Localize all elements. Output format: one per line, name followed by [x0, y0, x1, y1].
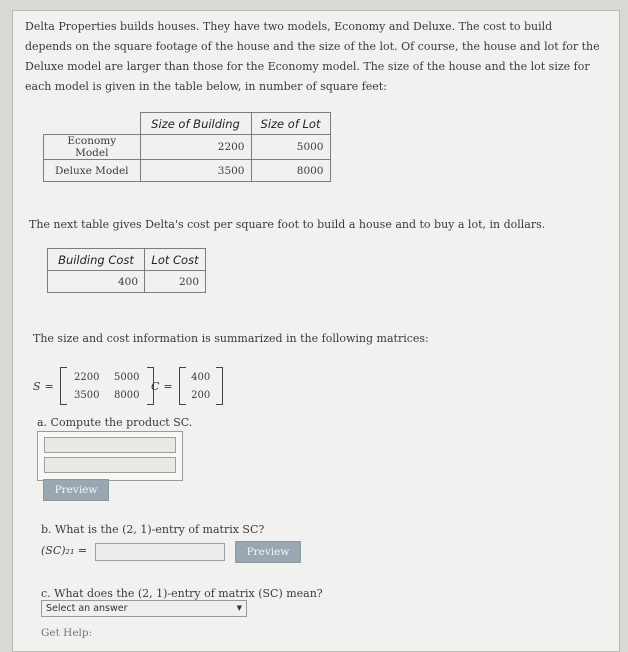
- building-cost-cell: 400: [48, 271, 145, 293]
- answer-cell-2-input[interactable]: [44, 457, 176, 473]
- question-b: b. What is the (2, 1)-entry of matrix SC?: [41, 523, 265, 536]
- equals-sign: =: [163, 379, 173, 393]
- table-row: [44, 135, 331, 160]
- column-header: Size of Building: [140, 113, 251, 135]
- column-header: Building Cost: [48, 249, 145, 271]
- column-header: Size of Lot: [251, 113, 330, 135]
- matrix-cell: 200: [191, 389, 211, 401]
- entry-label: (SC)₂₁ =: [41, 544, 88, 557]
- lot-size-cell: 5000: [251, 135, 330, 160]
- matrix-c: [151, 367, 223, 405]
- matrix-bracket: [60, 367, 154, 405]
- answer-cell-1-input[interactable]: [44, 437, 176, 453]
- size-table: [43, 112, 331, 182]
- matrix-cell: 8000: [114, 389, 140, 401]
- building-size-cell: 3500: [140, 160, 251, 182]
- answer-select[interactable]: [41, 600, 247, 617]
- preview-button-b[interactable]: Preview: [235, 541, 301, 563]
- equals-sign: =: [44, 379, 54, 393]
- matrix-cell: 400: [191, 371, 211, 383]
- table-row: [44, 160, 331, 182]
- question-a: a. Compute the product SC.: [37, 416, 193, 429]
- lot-cost-cell: 200: [145, 271, 206, 293]
- row-label: Deluxe Model: [44, 160, 141, 182]
- get-help-link[interactable]: Get Help:: [41, 627, 93, 639]
- question-c: c. What does the (2, 1)-entry of matrix (SC) mean?: [41, 587, 323, 600]
- empty-header-cell: [44, 113, 141, 135]
- preview-button-a[interactable]: Preview: [43, 479, 109, 501]
- summary-text: The size and cost information is summarized in the following matrices:: [33, 332, 429, 345]
- matrix-cell: 3500: [74, 389, 100, 401]
- column-header: Lot Cost: [145, 249, 206, 271]
- matrix-cell: 2200: [74, 371, 100, 383]
- building-size-cell: 2200: [140, 135, 251, 160]
- intro-text: Delta Properties builds houses. They have two models, Economy and Deluxe. The cost to build depends on the square footage of the house and the size of the lot. Of course, the house and lot for the Deluxe model are larger than those for the Economy model. The size of the house and the lot size for each model is given in the table below, in number of square feet:: [25, 20, 600, 93]
- matrix-symbol: C: [151, 379, 160, 393]
- dropdown-arrow-icon: ▼: [236, 604, 242, 612]
- matrix-symbol: S: [33, 379, 41, 393]
- matrix-bracket: [179, 367, 223, 405]
- matrix-cell: 5000: [114, 371, 140, 383]
- lot-size-cell: 8000: [251, 160, 330, 182]
- question-panel: [12, 10, 620, 652]
- table-row: [48, 271, 206, 293]
- entry-input[interactable]: [95, 543, 225, 561]
- cost-intro-text: The next table gives Delta's cost per square foot to build a house and to buy a lot, in dollars.: [29, 218, 546, 231]
- matrix-answer-box: [37, 431, 183, 481]
- select-placeholder: Select an answer: [46, 603, 128, 614]
- cost-table: [47, 248, 206, 293]
- row-label: Economy Model: [44, 135, 141, 160]
- matrix-s: [33, 367, 154, 405]
